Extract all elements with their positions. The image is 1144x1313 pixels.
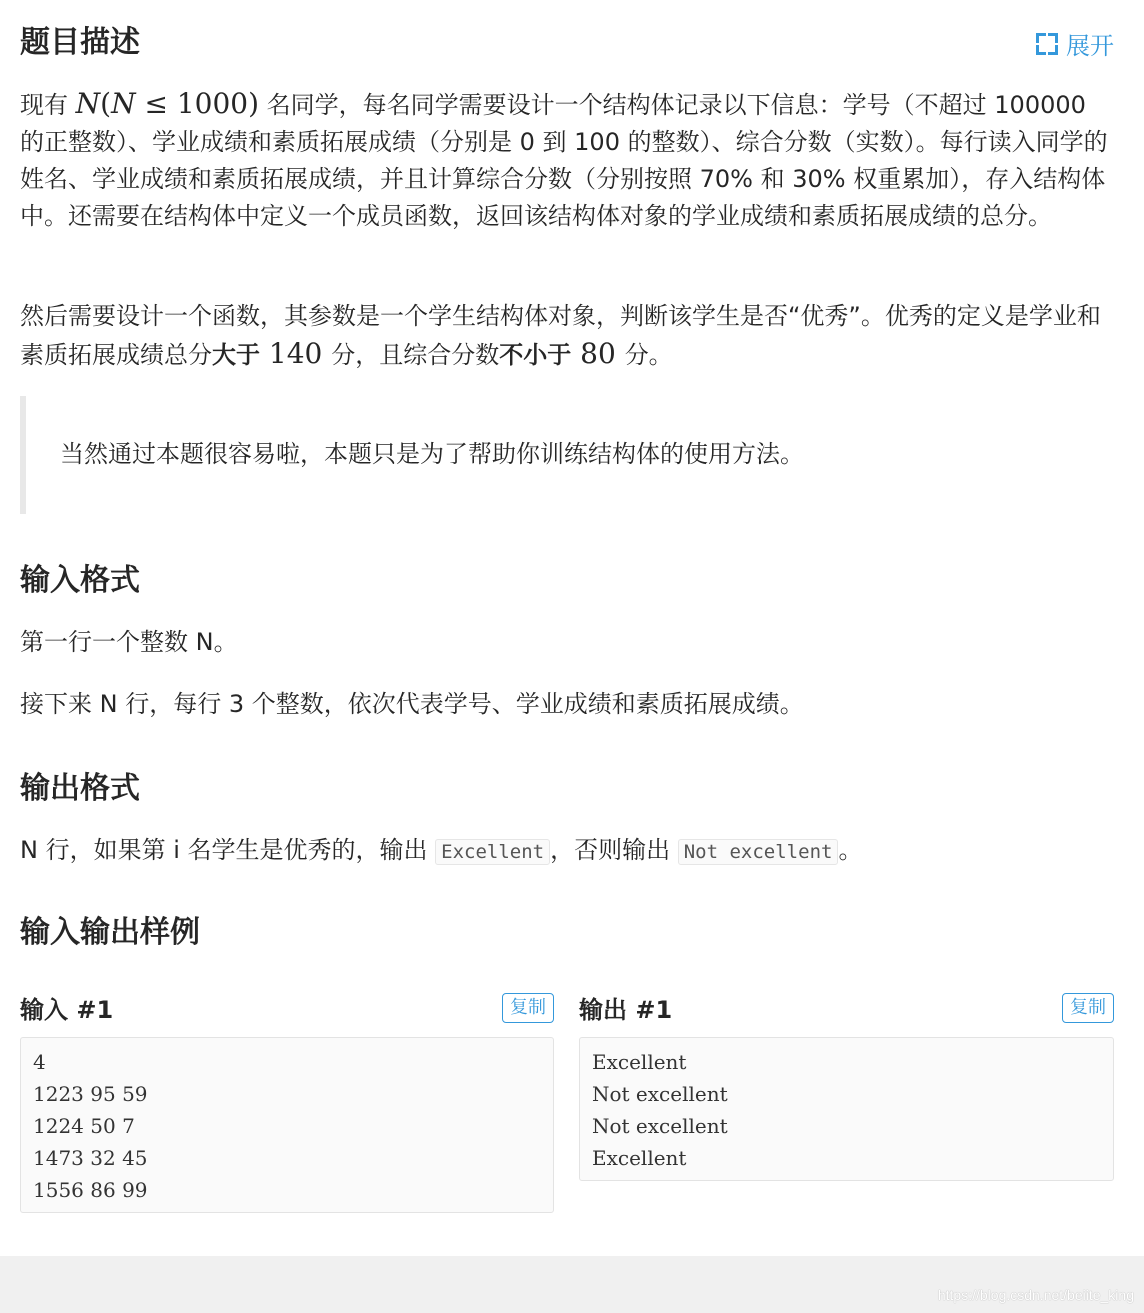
p2-math-2: 80: [571, 337, 625, 370]
sample-input-line: 4: [33, 1050, 46, 1074]
sample-output-label: 输出 #1: [579, 996, 673, 1024]
expand-label: 展开: [1066, 32, 1114, 60]
inline-code-excellent: Excellent: [435, 839, 550, 865]
p2-math-1: 140: [260, 337, 332, 370]
output-format-text-c: 。: [838, 836, 863, 864]
section-title-output-format: 输出格式: [20, 771, 140, 806]
sample-input-line: 1224 50 7: [33, 1114, 135, 1138]
p2-text-c: 分。: [624, 341, 673, 369]
inline-code-not-excellent: Not excellent: [678, 839, 839, 865]
page-footer: [0, 1256, 1144, 1313]
output-format-text-a: N 行，如果第 i 名学生是优秀的，输出: [20, 836, 436, 864]
sample-output-line: Excellent: [592, 1050, 687, 1074]
p1-math: [76, 87, 259, 120]
p1-text-b: 名同学，每名同学需要设计一个结构体记录以下信息：学号（不超过 100000 的正整数）、学业成绩和素质拓展成绩（分别是 0 到 100 的整数）、综合分数（实数）。每行读入同学的姓名、学业成绩和素质拓展成绩，并且计算综合分数（分别按照 70% 和 30% 权重累加），存入结构体中。还需要在结构体中定义一个成员函数，返回该结构体对象的学业成绩和素质拓展成绩的总分。: [20, 91, 1108, 230]
copy-input-button[interactable]: 复制: [502, 993, 554, 1023]
p2-text-b: 分，且综合分数: [331, 341, 500, 369]
sample-output-box[interactable]: [579, 1037, 1114, 1181]
expand-icon: [1036, 33, 1058, 55]
input-format-line-1: 第一行一个整数 N。: [20, 628, 238, 656]
section-title-samples: 输入输出样例: [20, 915, 200, 950]
math-open: (: [100, 87, 112, 120]
input-format-line-2: 接下来 N 行，每行 3 个整数，依次代表学号、学业成绩和素质拓展成绩。: [20, 690, 804, 718]
copy-output-button[interactable]: 复制: [1062, 993, 1114, 1023]
sample-input-header: [20, 990, 554, 1025]
blockquote-text: 当然通过本题很容易啦，本题只是为了帮助你训练结构体的使用方法。: [60, 440, 804, 468]
description-paragraph-2: [20, 298, 1114, 374]
sample-input-line: 1473 32 45: [33, 1146, 148, 1170]
sample-output-line: Excellent: [592, 1146, 687, 1170]
sample-input-line: 1223 95 59: [33, 1082, 148, 1106]
sample-output-header: [579, 990, 1114, 1025]
sample-input-line: 1556 86 99: [33, 1178, 148, 1202]
section-title-input-format: 输入格式: [20, 563, 140, 598]
p2-bold-1: 大于: [212, 341, 260, 369]
p2-bold-2: 不小于: [499, 341, 572, 369]
p2-text-a: 然后需要设计一个函数，其参数是一个学生结构体对象，判断该学生是否“优秀”。优秀的定义是学业和素质拓展成绩总分: [20, 302, 1101, 369]
math-rest: ≤ 1000): [135, 87, 260, 120]
output-format-text-b: ，否则输出: [550, 836, 678, 864]
sample-output-line: Not excellent: [592, 1082, 728, 1106]
sample-output-line: Not excellent: [592, 1114, 728, 1138]
watermark: https://blog.csdn.net/beiite_king: [937, 1287, 1134, 1303]
sample-input-label: 输入 #1: [20, 996, 114, 1024]
output-format-line: [20, 832, 1114, 871]
expand-button[interactable]: [1036, 26, 1114, 61]
math-n2: N: [111, 87, 136, 120]
sample-input-box[interactable]: [20, 1037, 554, 1213]
description-paragraph-1: [20, 85, 1114, 235]
section-title-description: 题目描述: [20, 25, 140, 60]
blockquote: [20, 396, 1120, 514]
p1-text-a: 现有: [20, 91, 76, 119]
math-n: N: [75, 87, 101, 120]
